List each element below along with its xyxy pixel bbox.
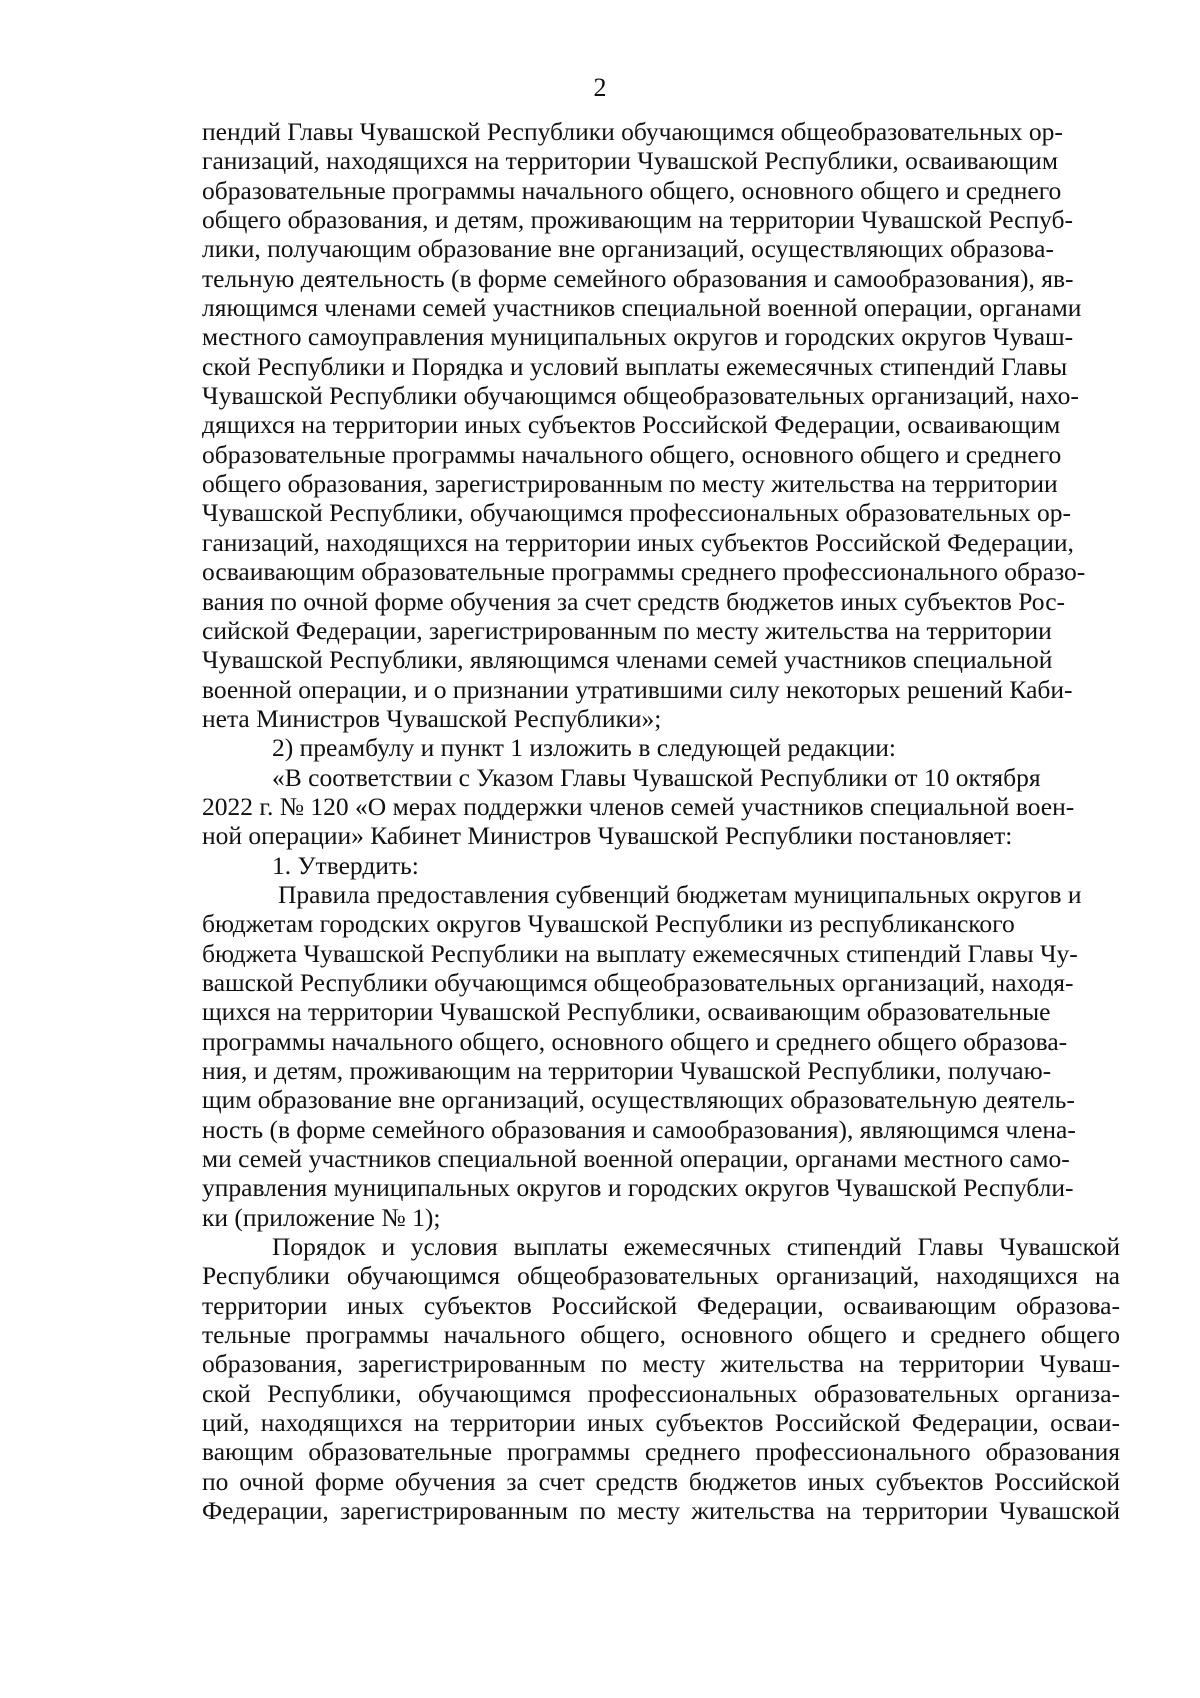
text-line: местного самоуправления муниципальных округов и городских округов Чуваш- — [202, 322, 1074, 352]
paragraph-item-2 — [202, 733, 1120, 762]
text-line: общего образования, зарегистрированным по месту жительства на территории — [202, 469, 1058, 499]
text-line: Правила предоставления субвенций бюджетам муниципальных округов и — [278, 879, 1082, 909]
document-body — [202, 117, 1120, 1526]
paragraph-item-1-approve — [202, 851, 1120, 880]
text-line: военной операции, и о признании утратившими силу некоторых решений Каби- — [202, 674, 1073, 704]
text-line: щим образование вне организаций, осуществляющих образовательную деятель- — [202, 1085, 1075, 1115]
text-line: ния, и детям, проживающим на территории Чувашской Республики, получаю- — [202, 1056, 1052, 1085]
text-line: бюджета Чувашской Республики на выплату ежемесячных стипендий Главы Чу- — [202, 938, 1078, 968]
text-line: территории иных субъектов Российской Федерации, осваивающим образова- — [202, 1290, 1120, 1320]
text-line: образовательные программы начального общего, основного общего и среднего — [202, 175, 1062, 205]
text-line: тельные программы начального общего, основного общего и среднего общего — [202, 1320, 1120, 1350]
text-line: Республики обучающимся общеобразовательных организаций, находящихся на — [202, 1261, 1120, 1291]
text-line: образовательные программы начального общего, основного общего и среднего — [202, 439, 1062, 469]
text-line: щихся на территории Чувашской Республики, осваивающим образовательные — [202, 997, 1051, 1027]
page-number: 2 — [593, 73, 607, 102]
text-line: ми семей участников специальной военной операции, органами местного само- — [202, 1144, 1070, 1174]
text-line: 2) преамбулу и пункт 1 изложить в следующей редакции: — [272, 733, 896, 763]
text-line: 1. Утвердить: — [272, 850, 419, 880]
text-line: нета Министров Чувашской Республики»; — [202, 703, 662, 733]
paragraph-procedure — [202, 1232, 1120, 1525]
text-line: ганизаций, находящихся на территории иных субъектов Российской Федерации, — [202, 527, 1074, 557]
text-line: ность (в форме семейного образования и самообразования), являющимся члена- — [202, 1114, 1076, 1144]
text-line: вашской Республики обучающимся общеобразовательных организаций, находя- — [202, 967, 1074, 997]
text-line: образования, зарегистрированным по месту жительства на территории Чуваш- — [202, 1349, 1120, 1379]
text-line: Чувашской Республики обучающимся общеобразовательных организаций, нахо- — [202, 381, 1079, 411]
text-line: сийской Федерации, зарегистрированным по месту жительства на территории — [202, 615, 1052, 645]
text-line: бюджетам городских округов Чувашской Республики из республиканского — [202, 909, 1015, 939]
text-line: дящихся на территории иных субъектов Российской Федерации, осваивающим — [202, 410, 1061, 440]
text-line: программы начального общего, основного общего и среднего общего образова- — [202, 1026, 1068, 1056]
text-line: общего образования, и детям, проживающим на территории Чувашской Респуб- — [202, 205, 1073, 235]
text-line: тельную деятельность (в форме семейного образования и самообразования), яв- — [202, 263, 1074, 293]
text-line: пендий Главы Чувашской Республики обучающимся общеобразовательных ор- — [202, 117, 1063, 146]
text-line: ганизаций, находящихся на территории Чувашской Республики, осваивающим — [202, 146, 1058, 176]
text-line: ки (приложение № 1); — [202, 1202, 441, 1232]
text-line: «В соответствии с Указом Главы Чувашской Республики от 10 октября — [272, 762, 1041, 792]
text-line: вания по очной форме обучения за счет средств бюджетов иных субъектов Рос- — [202, 586, 1066, 616]
paragraph-rules — [202, 880, 1120, 1232]
text-line: Федерации, зарегистрированным по месту жительства на территории Чувашской — [202, 1496, 1120, 1526]
text-line: лики, получающим образование вне организаций, осуществляющих образова- — [202, 234, 1054, 264]
text-line: ской Республики и Порядка и условий выплаты ежемесячных стипендий Главы — [202, 351, 1068, 381]
text-line: Чувашской Республики, обучающимся профессиональных образовательных ор- — [202, 498, 1072, 528]
text-line: осваивающим образовательные программы среднего профессионального образо- — [202, 557, 1086, 587]
text-line: 2022 г. № 120 «О мерах поддержки членов семей участников специальной воен- — [202, 791, 1075, 821]
paragraph-preamble — [202, 763, 1120, 851]
text-line: ской Республики, обучающимся профессиональных образовательных организа- — [202, 1378, 1120, 1408]
text-line: ляющимся членами семей участников специальной военной операции, органами — [202, 293, 1082, 323]
text-line: по очной форме обучения за счет средств бюджетов иных субъектов Российской — [202, 1466, 1120, 1496]
text-line: Чувашской Республики, являющимся членами семей участников специальной — [202, 645, 1053, 675]
text-line: вающим образовательные программы среднего профессионального образования — [202, 1437, 1120, 1467]
text-line: управления муниципальных округов и городских округов Чувашской Республи- — [202, 1173, 1074, 1203]
text-line: ций, находящихся на территории иных субъектов Российской Федерации, осваи- — [202, 1408, 1120, 1438]
paragraph-continuation — [202, 117, 1120, 733]
text-line: Порядок и условия выплаты ежемесячных стипендий Главы Чувашской — [272, 1232, 1120, 1262]
text-line: ной операции» Кабинет Министров Чувашской Республики постановляет: — [202, 821, 1013, 851]
